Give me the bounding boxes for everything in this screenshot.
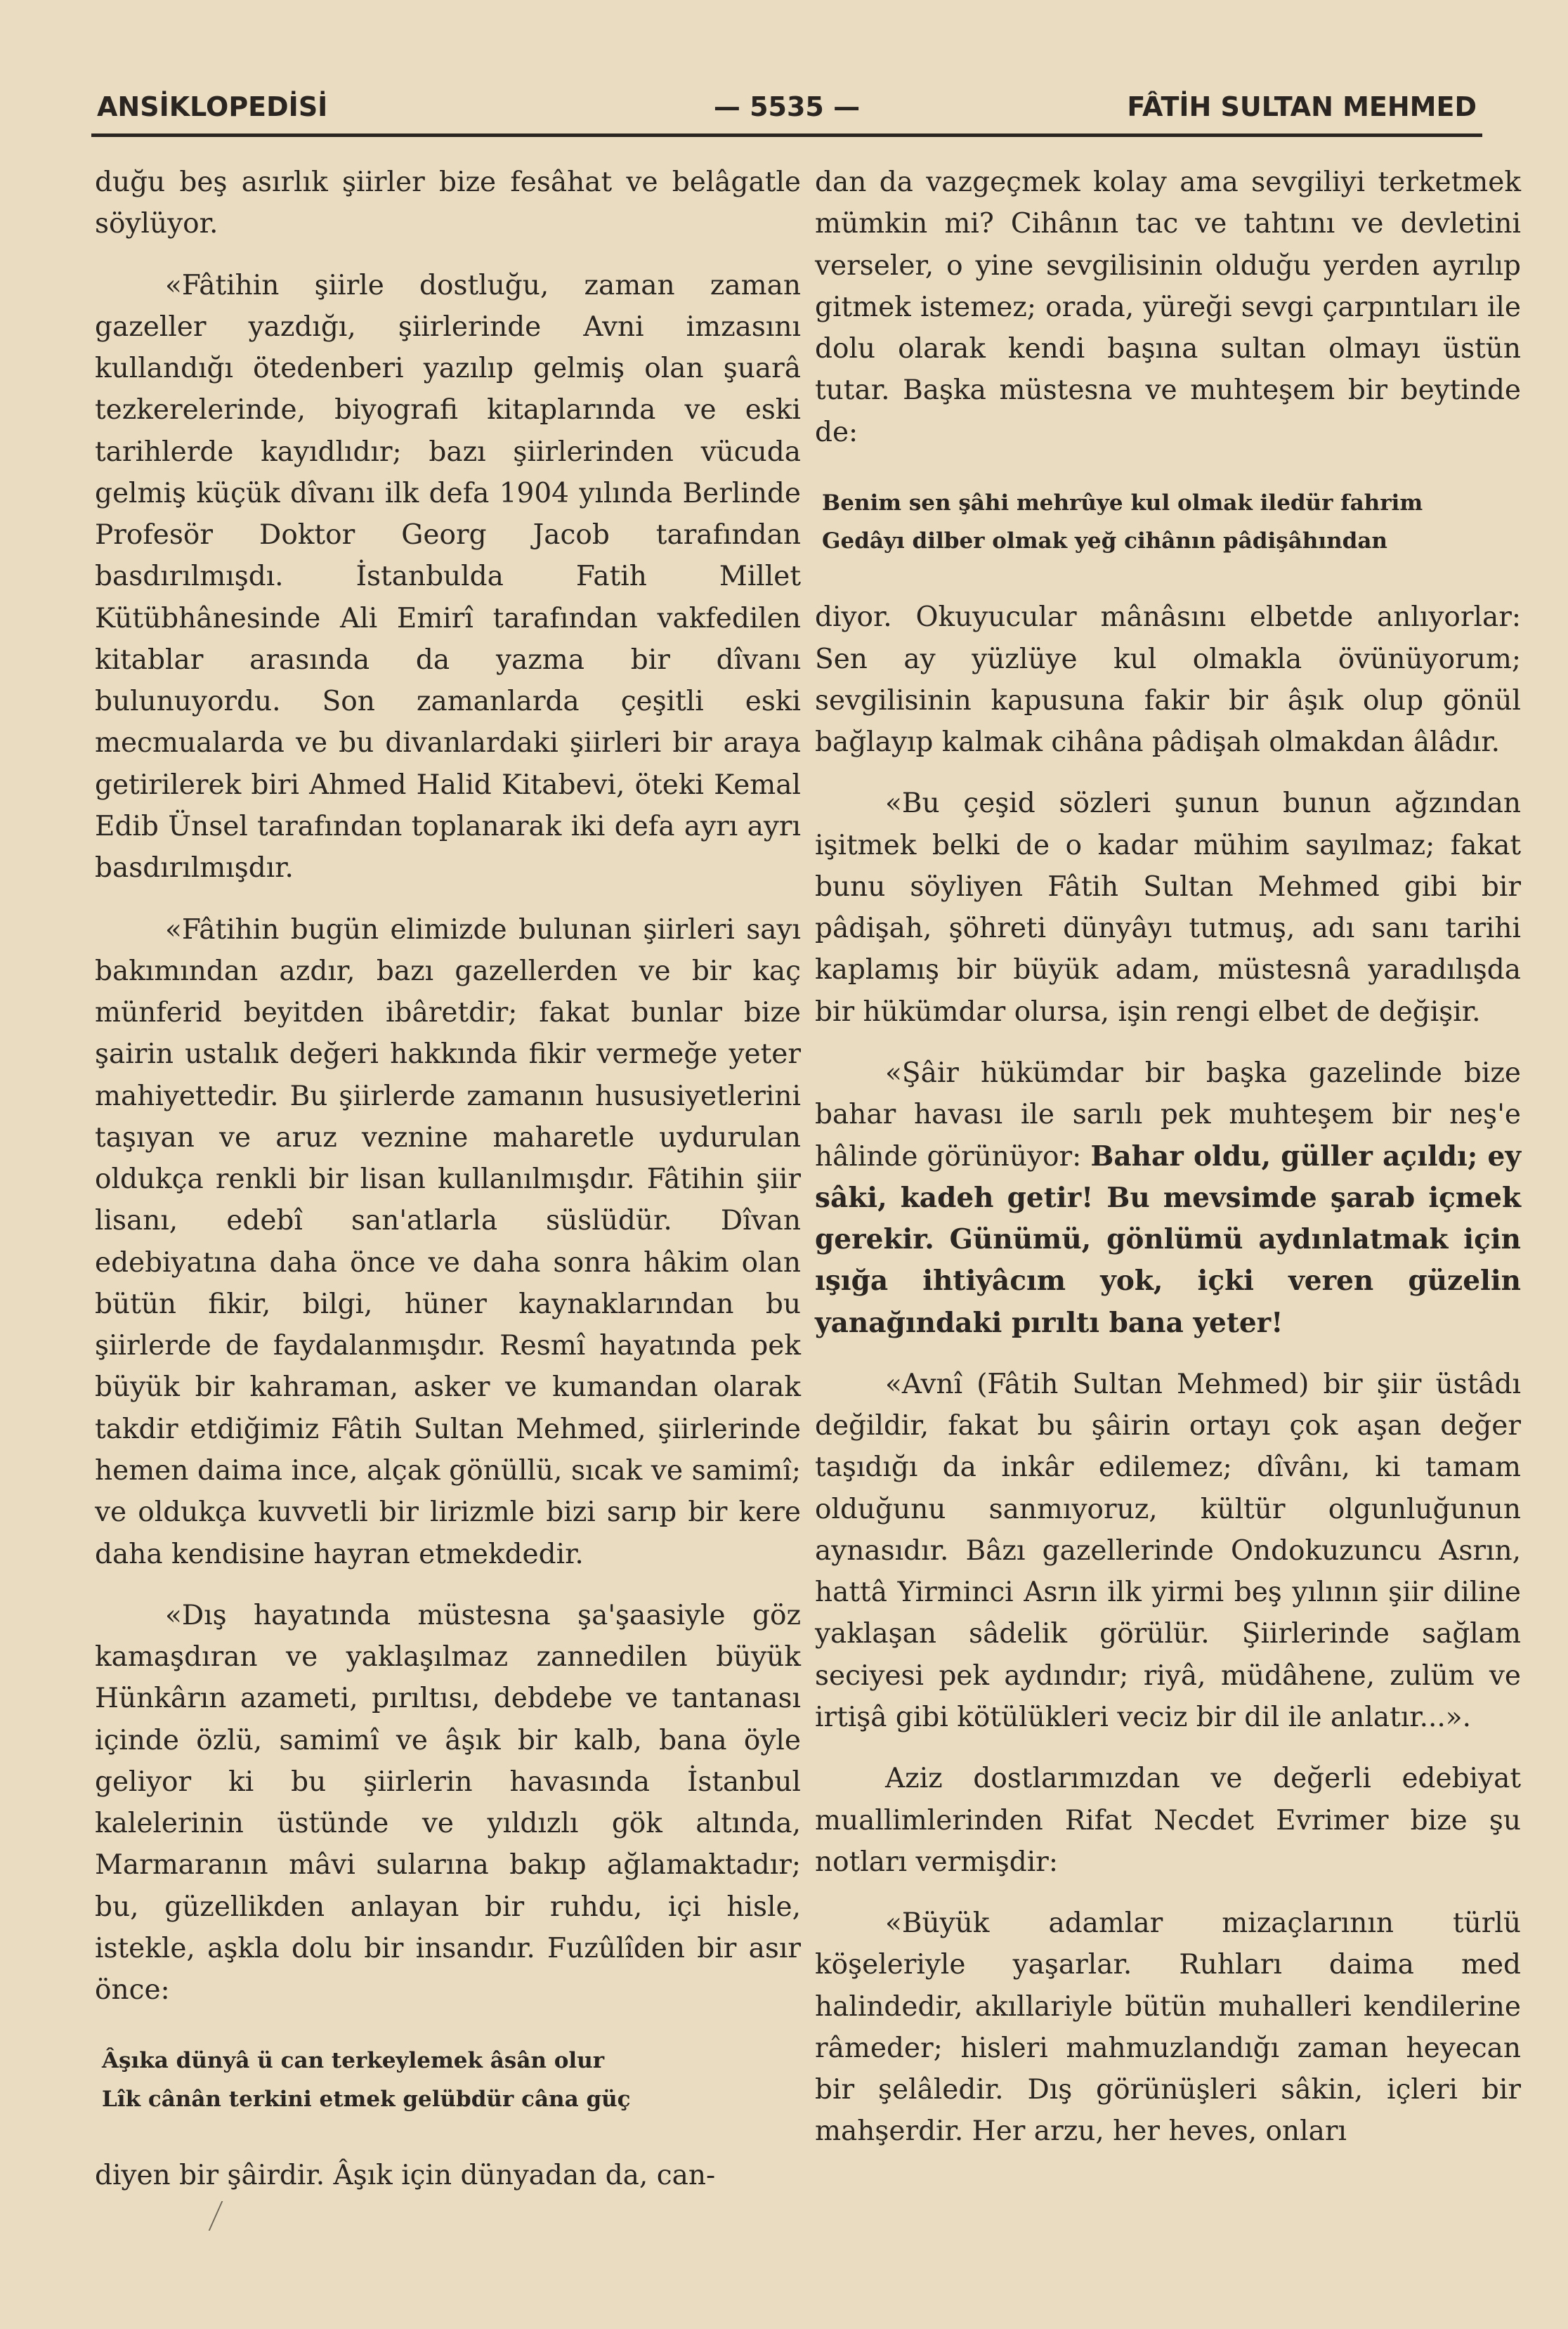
paragraph xyxy=(815,1052,1521,1344)
paragraph: «Büyük adamlar mizaçlarının türlü köşeleriyle yaşarlar. Ruhları daima med halindedir, akıllariyle bütün muhalleri kendilerine râmeder; hisleri mahmuzlandığı zaman heyecan bir şelâledir. Dış görünüşleri sâkin, içleri bir mahşerdir. Her arzu, her heves, onları xyxy=(815,1907,1521,2148)
paragraph: diyen bir şâirdir. Âşık için dünyadan da, can- xyxy=(95,2159,716,2191)
bold-quote: Bahar oldu, güller açıldı; ey sâki, kadeh getir! Bu mevsimde şarab içmek gerekir. Günümü, gönlümü aydınlatmak için ışığa ihtiyâcım yok, içki veren güzelin yanağındaki pırıltı bana yeter! xyxy=(815,1140,1521,1339)
couplet-line: Âşıka dünyâ ü can terkeylemek âsân olur xyxy=(102,2048,605,2074)
paragraph: «Dış hayatında müstesna şa'şaasiyle göz kamaşdıran ve yaklaşılmaz zannedilen büyük Hünkârın azameti, pırıltısı, debdebe ve tantanası içinde özlü, samimî ve âşık bir kalb, bana öyle geliyor ki bu şiirlerin havasında İstanbul kalelerinin üstünde ve yıldızlı gök altında, Marmaranın mâvi sularına bakıp ağlamaktadır; bu, güzellikden anlayan bir ruhdu, içi hisle, istekle, aşkla dolu bir insandır. Fuzûlîden bir asır önce: xyxy=(95,1599,801,2007)
couplet-line: Benim sen şâhi mehrûye kul olmak iledür fahrim xyxy=(822,490,1423,516)
paragraph: dan da vazgeçmek kolay ama sevgiliyi terketmek mümkin mi? Cihânın tac ve tahtını ve devletini verseler, o yine sevgilisinin olduğu yerden ayrılıp gitmek istemez; orada, yüreği sevgi çarpıntıları ile dolu olarak kendi başına sultan olmayı üstün tutar. Başka müstesna ve muhteşem bir beytinde de: xyxy=(815,167,1521,448)
page-number: — 5535 — xyxy=(713,91,861,122)
poem-couplet xyxy=(822,484,1521,561)
header-left-title: ANSİKLOPEDİSİ xyxy=(97,91,328,122)
couplet-line: Lîk cânân terkini etmek gelübdür câna güç xyxy=(102,2086,631,2112)
left-column xyxy=(95,162,801,2216)
header-right-title: FÂTİH SULTAN MEHMED xyxy=(1127,91,1477,122)
paragraph: diyor. Okuyucular mânâsını elbetde anlıyorlar: Sen ay yüzlüye kul olmakla övünüyorum; sevgilisinin kapusuna fakir bir âşık olup gönül bağlayıp kalmak cihâna pâdişah olmakdan âlâdır. xyxy=(815,601,1521,759)
paragraph: «Fâtihin bugün elimizde bulunan şiirleri sayı bakımından azdır, bazı gazellerden ve bir kaç münferid beyitden ibâretdir; fakat bunlar bize şairin ustalık değeri hakkında fikir vermeğe yeter mahiyettedir. Bu şiirlerde zamanın hususiyetlerini taşıyan ve aruz veznine maharetle uydurulan oldukça renkli bir lisan kullanılmışdır. Fâtihin şiir lisanı, edebî san'atlarla süslüdür. Dîvan edebiyatına daha önce ve daha sonra hâkim olan bütün fikir, bilgi, hüner kaynaklarından bu şiirlerde de faydalanmışdır. Resmî hayatında pek büyük bir kahraman, asker ve kumandan olarak takdir etdiğimiz Fâtih Sultan Mehmed, şiirlerinde hemen daima ince, alçak gönüllü, sıcak ve samimî; ve oldukça kuvvetli bir lirizmle bizi sarıp bir kere daha kendisine hayran etmekdedir. xyxy=(95,913,801,1570)
paragraph: Aziz dostlarımızdan ve değerli edebiyat muallimlerinden Rifat Necdet Evrimer bize şu notları vermişdir: xyxy=(815,1763,1521,1878)
right-column xyxy=(815,162,1521,2172)
paragraph: duğu beş asırlık şiirler bize fesâhat ve belâgatle söylüyor. xyxy=(95,167,801,240)
paragraph: «Bu çeşid sözleri şunun bunun ağzından işitmek belki de o kadar mühim sayılmaz; fakat bunu söyliyen Fâtih Sultan Mehmed gibi bir pâdişah, şöhreti dünyâyı tutmuş, adı sanı tarihi kaplamış bir büyük adam, müstesnâ yaradılışda bir hükümdar olursa, işin rengi elbet de değişir. xyxy=(815,788,1521,1028)
paragraph: «Fâtihin şiirle dostluğu, zaman zaman gazeller yazdığı, şiirlerinde Avni imzasını kullandığı ötedenberi yazılıp gelmiş olan şuarâ tezkerelerinde, biyografi kitaplarında ve eski tarihlerde kayıdlıdır; bazı şiirlerinden vücuda gelmiş küçük dîvanı ilk defa 1904 yılında Berlinde Profesör Doktor Georg Jacob tarafından basdırılmışdı. İstanbulda Fatih Millet Kütübhânesinde Ali Emirî tarafından vakfedilen kitablar arasında da yazma bir dîvanı bulunuyordu. Son zamanlarda çeşitli eski mecmualarda ve bu divanlardaki şiirleri bir araya getirilerek biri Ahmed Halid Kitabevi, öteki Kemal Edib Ünsel tarafından toplanarak iki defa ayrı ayrı basdırılmışdır. xyxy=(95,269,801,885)
paragraph-intro: «Şâir hükümdar bir başka gazelinde bize bahar havası ile sarılı pek muhteşem bir neş'e hâlinde görünüyor: xyxy=(815,1057,1521,1173)
poem-couplet xyxy=(102,2042,801,2118)
couplet-line: Gedâyı dilber olmak yeğ cihânın pâdişâhından xyxy=(822,528,1387,554)
page-header xyxy=(91,77,1482,137)
paragraph: «Avnî (Fâtih Sultan Mehmed) bir şiir üstâdı değildir, fakat bu şâirin ortayı çok aşan değer taşıdığı da inkâr edilemez; dîvânı, ki tamam olduğunu sanmıyoruz, kültür olgunluğunun aynasıdır. Bâzı gazellerinde Ondokuzuncu Asrın, hattâ Yirminci Asrın ilk yirmi beş yılının şiir diline yaklaşan sâdelik görülür. Şiirlerinde sağlam seciyesi pek aydındır; riyâ, müdâhene, zulüm ve irtişâ gibi kötülükleri veciz bir dil ile anlatır...». xyxy=(815,1368,1521,1733)
